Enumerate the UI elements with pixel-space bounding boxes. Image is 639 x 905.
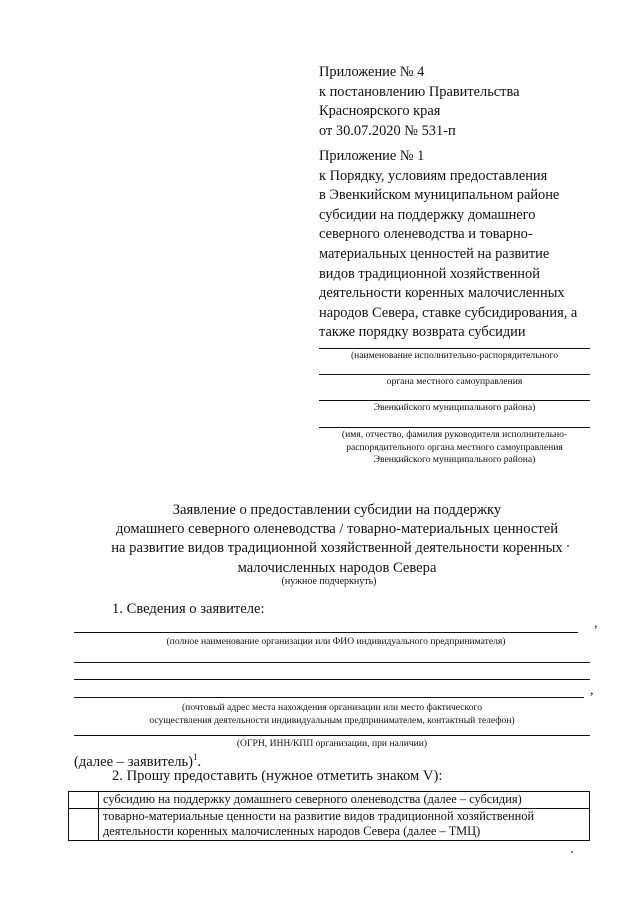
option-row-subsidy bbox=[69, 792, 590, 809]
applicant-address-caption-line: осуществления деятельности индивидуальным предпринимателем, контактный телефон) bbox=[149, 714, 515, 726]
application-title-line: малочисленных народов Севера bbox=[237, 559, 437, 576]
recipient-caption-2: органа местного самоуправления bbox=[386, 376, 523, 387]
application-title-line: домашнего северного оленеводства / товарно-материальных ценностей bbox=[115, 521, 559, 538]
title-note: (нужное подчеркнуть) bbox=[281, 576, 377, 587]
appendix-4-line: от 30.07.2020 № 531-п bbox=[319, 122, 456, 139]
appendix-1-line: субсидии на поддержку домашнего bbox=[319, 206, 536, 223]
application-title-line: на развитие видов традиционной хозяйственной деятельности коренных bbox=[111, 540, 563, 557]
scan-speck bbox=[571, 851, 573, 853]
recipient-fill-line-1[interactable] bbox=[319, 348, 590, 349]
recipient-caption-4-line: распорядительного органа местного самоуправления bbox=[346, 441, 563, 453]
appendix-1-line: материальных ценностей на развитие bbox=[319, 245, 550, 262]
appendix-1-line: в Эвенкийском муниципальном районе bbox=[319, 187, 560, 204]
applicant-address-comma: , bbox=[590, 683, 594, 698]
appendix-1-line: к Порядку, условиям предоставления bbox=[319, 167, 548, 184]
applicant-address-line-1[interactable] bbox=[74, 662, 590, 663]
recipient-caption-1: (наименование исполнительно-распорядительного bbox=[350, 350, 559, 361]
applicant-name-comma: , bbox=[594, 616, 598, 631]
section-1-heading: 1. Сведения о заявителе: bbox=[112, 601, 265, 617]
recipient-caption-4-line: (имя, отчество, фамилия руководителя исполнительно- bbox=[341, 429, 568, 440]
applicant-address-caption bbox=[74, 702, 590, 727]
appendix-1-line: северного оленеводства и товарно- bbox=[319, 226, 533, 243]
recipient-fill-line-3[interactable] bbox=[319, 400, 590, 401]
appendix-1-line: Приложение № 1 bbox=[319, 148, 425, 164]
applicant-name-line[interactable] bbox=[74, 632, 578, 633]
recipient-caption-4-line: Эвенкийского муниципального района) bbox=[373, 454, 536, 465]
option-label-subsidy: субсидию на поддержку домашнего северного оленеводства (далее – субсидия) bbox=[99, 792, 590, 809]
option-label-tmc-line: товарно-материальные ценности на развитие видов традиционной хозяйственной bbox=[103, 808, 535, 823]
application-title bbox=[0, 501, 639, 578]
appendix-1-line: видов традиционной хозяйственной bbox=[319, 265, 540, 282]
applicant-definition-text: (далее – заявитель) bbox=[74, 753, 194, 770]
appendix-1-line: также порядку возврата субсидии bbox=[319, 324, 526, 341]
appendix-1-line: народов Севера, ставке субсидирования, а bbox=[319, 304, 578, 321]
applicant-ogrn-caption: (ОГРН, ИНН/КПП организации, при наличии) bbox=[236, 738, 428, 749]
recipient-caption-4 bbox=[319, 429, 590, 467]
applicant-address-caption-line: (почтовый адрес места нахождения организации или место фактического bbox=[181, 702, 482, 713]
footnote-marker: 1 bbox=[193, 752, 198, 762]
section-2-heading: 2. Прошу предоставить (нужное отметить знаком V): bbox=[112, 768, 443, 784]
applicant-name-caption: (полное наименование организации или ФИО индивидуального предпринимателя) bbox=[166, 636, 506, 647]
scan-speck bbox=[567, 545, 569, 547]
applicant-definition-end: . bbox=[197, 753, 202, 770]
recipient-caption-3: Эвенкийского муниципального района) bbox=[373, 402, 536, 413]
option-label-tmc-line: деятельности коренных малочисленных народов Севера (далее – ТМЦ) bbox=[103, 824, 481, 838]
applicant-address-line-3[interactable] bbox=[74, 697, 584, 698]
applicant-ogrn-line[interactable] bbox=[74, 735, 590, 736]
option-label-tmc bbox=[99, 808, 590, 840]
application-title-line: Заявление о предоставлении субсидии на поддержку bbox=[172, 502, 502, 518]
recipient-fill-line-4[interactable] bbox=[319, 427, 590, 428]
options-table bbox=[68, 791, 590, 841]
applicant-address-line-2[interactable] bbox=[74, 679, 590, 680]
option-checkbox-tmc[interactable] bbox=[69, 808, 99, 840]
appendix-4-line: Приложение № 4 bbox=[319, 64, 425, 80]
appendix-4-line: к постановлению Правительства bbox=[319, 83, 520, 100]
appendix-1-line: деятельности коренных малочисленных bbox=[319, 285, 565, 302]
appendix-4-line: Красноярского края bbox=[319, 103, 441, 120]
recipient-fill-line-2[interactable] bbox=[319, 374, 590, 375]
appendix-1-header bbox=[319, 147, 577, 343]
option-row-tmc bbox=[69, 808, 590, 840]
appendix-4-header bbox=[319, 63, 519, 141]
option-checkbox-subsidy[interactable] bbox=[69, 792, 99, 809]
